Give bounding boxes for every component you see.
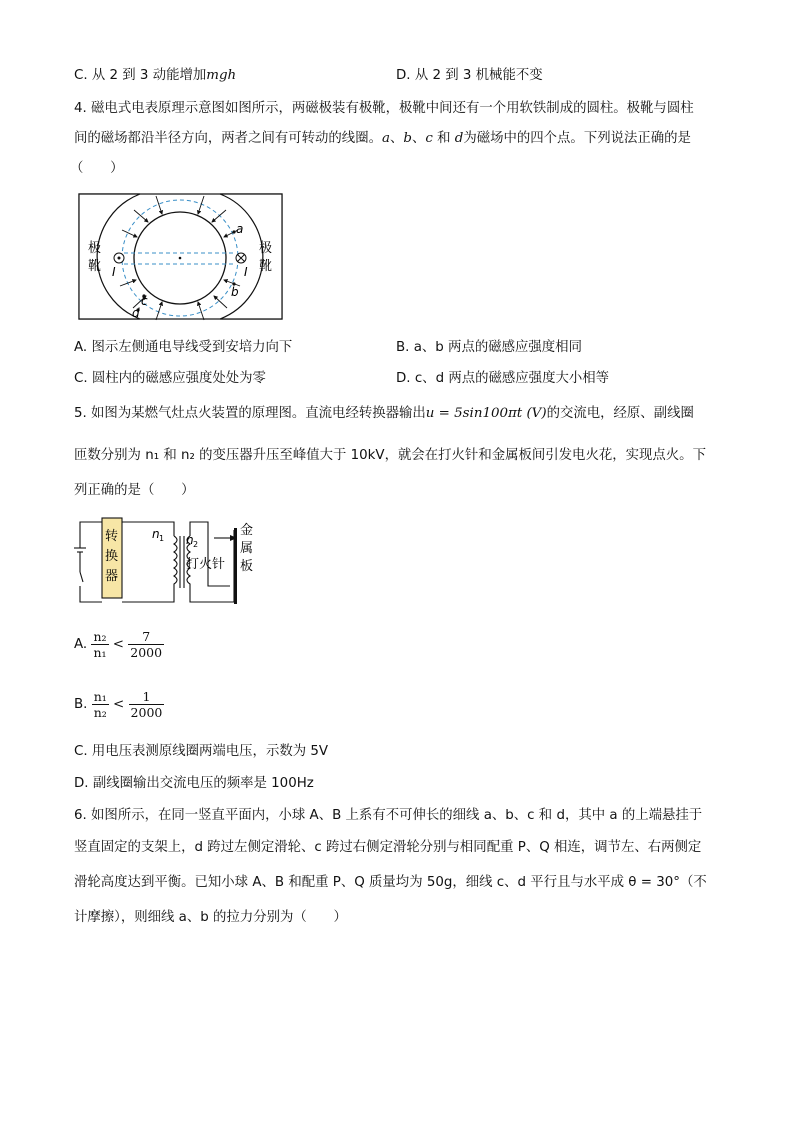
q5-option-c: C. 用电压表测原线圈两端电压，示数为 5V	[74, 744, 329, 759]
q3-option-c-expr: mgh	[206, 68, 237, 83]
q5-option-b	[74, 686, 164, 724]
q4-option-d: D. c、d 两点的磁感应强度大小相等	[396, 371, 610, 386]
q5-stem-line2: 匝数分别为 n₁ 和 n₂ 的变压器升压至峰值大于 10kV，就会在打火针和金属板间引发电火花，实现点火。下	[74, 448, 706, 463]
q4-stem-line1: 4. 磁电式电表原理示意图如图所示，两磁极装有极靴，极靴中间还有一个用软铁制成的圆柱。极靴与圆柱	[74, 101, 694, 116]
plate-label-2: 属	[240, 541, 254, 556]
converter-label-2: 换	[105, 549, 119, 564]
left-pole-label-2: 靴	[88, 259, 102, 274]
q4-option-b: B. a、b 两点的磁感应强度相同	[396, 340, 582, 355]
q4-point-c: c	[425, 131, 433, 146]
q5-option-b-den: n₂	[93, 704, 107, 720]
q5-stem-line3: 列正确的是（ ）	[74, 483, 195, 498]
q5-option-a-op: <	[112, 637, 125, 652]
q5-stem-line1	[74, 404, 694, 424]
left-pole-shoe	[79, 194, 140, 319]
q5-option-b-num: n₁	[93, 688, 107, 704]
q4-figure-meter	[78, 192, 284, 322]
q5-stem-line1-b: 的交流电，经原、副线圈	[546, 406, 694, 421]
q5-option-b-rden: 2000	[130, 704, 163, 720]
converter-label-3: 器	[105, 569, 119, 584]
q5-option-a-value	[128, 629, 164, 660]
point-a-label: a	[236, 222, 244, 236]
point-d-label: d	[132, 306, 140, 320]
needle-label: 打火针	[186, 557, 226, 572]
q4-stem-line2: 间的磁场都沿半径方向，两者之间有可转动的线圈。a、b、c 和 d为磁场中的四个点。下列说法正确的是	[74, 131, 691, 146]
q6-stem-line1: 6. 如图所示，在同一竖直平面内，小球 A、B 上系有不可伸长的细线 a、b、c 和 d，其中 a 的上端悬挂于	[74, 808, 703, 823]
q5-option-b-value	[129, 689, 165, 720]
n1-sub: 1	[159, 534, 165, 543]
n2-sub: 2	[193, 540, 199, 549]
point-c-label: c	[141, 294, 148, 308]
q6-stem-line3: 滑轮高度达到平衡。已知小球 A、B 和配重 P、Q 质量均为 50g，细线 c、d 平行且与水平成 θ = 30°（不	[74, 875, 707, 890]
q5-option-a-ratio	[91, 629, 108, 660]
right-pole-label-1: 极	[259, 241, 273, 256]
n2-label: n	[186, 533, 194, 547]
q4-answer-paren: （ ）	[70, 161, 124, 176]
q4-option-a: A. 图示左侧通电导线受到安培力向下	[74, 340, 293, 355]
q5-option-d: D. 副线圈输出交流电压的频率是 100Hz	[74, 776, 314, 791]
metal-plate	[234, 528, 237, 604]
q6-stem-line4: 计摩擦），则细线 a、b 的拉力分别为（ ）	[74, 910, 347, 925]
right-current-label: I	[244, 265, 248, 279]
q5-option-a-den: n₁	[93, 644, 107, 660]
q5-option-a-label: A.	[74, 637, 88, 652]
q5-option-a	[74, 626, 164, 664]
q4-point-a: a	[381, 131, 390, 146]
plate-label-1: 金	[240, 523, 254, 538]
q4-stem-line2-b: 为磁场中的四个点。下列说法正确的是	[463, 131, 691, 146]
q5-stem-line1-a: 5. 如图为某燃气灶点火装置的原理图。直流电经转换器输出	[74, 406, 426, 421]
right-pole-shoe	[220, 194, 282, 319]
q4-stem-line2-a: 间的磁场都沿半径方向，两者之间有可转动的线圈。	[74, 131, 382, 146]
n1-label: n	[152, 527, 160, 541]
q6-stem-line2: 竖直固定的支架上，d 跨过左侧定滑轮、c 跨过右侧定滑轮分别与相同配重 P、Q 相连，调节左、右两侧定	[74, 840, 702, 855]
q5-formula: u = 5sin100πt (V)	[425, 406, 547, 421]
plate-label-3: 板	[240, 559, 254, 574]
q5-option-b-op: <	[113, 697, 125, 712]
right-pole-label-2: 靴	[259, 259, 273, 274]
q4-point-d: d	[454, 131, 464, 146]
q5-figure-circuit	[74, 516, 270, 608]
q5-option-b-rnum: 1	[129, 689, 165, 705]
left-pole-label-1: 极	[88, 241, 102, 256]
converter-label-1: 转	[105, 529, 119, 544]
q5-option-b-ratio	[92, 689, 109, 720]
q4-point-b: b	[403, 131, 412, 146]
q3-option-d: D. 从 2 到 3 机械能不变	[396, 68, 543, 83]
q4-option-c: C. 圆柱内的磁感应强度处处为零	[74, 371, 266, 386]
q5-option-a-rden: 2000	[130, 644, 163, 660]
point-b-label: b	[231, 285, 239, 299]
q5-option-b-label: B.	[74, 697, 88, 712]
q5-option-a-num: n₂	[93, 628, 107, 644]
q3-option-c-text: C. 从 2 到 3 动能增加	[74, 68, 207, 83]
left-current-label: I	[112, 265, 116, 279]
q5-option-a-rnum: 7	[128, 629, 164, 645]
q3-option-c	[74, 66, 236, 86]
